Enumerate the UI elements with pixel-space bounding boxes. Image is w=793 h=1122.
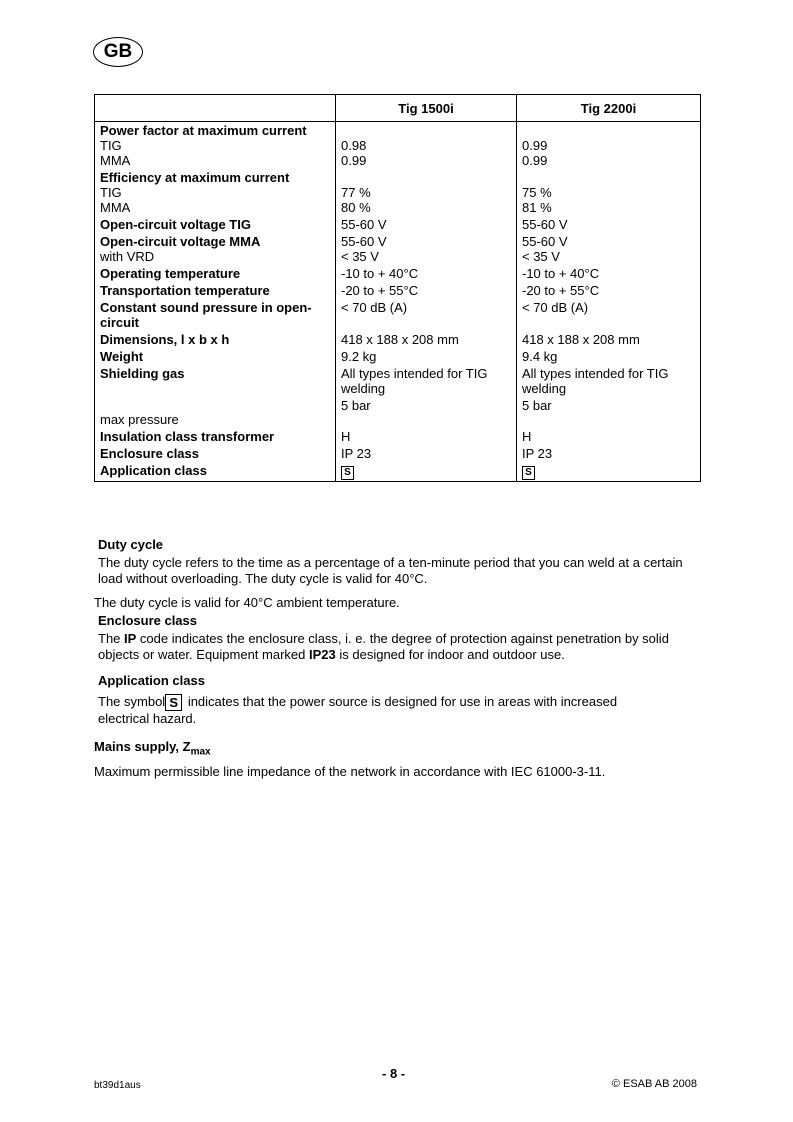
value-tig1500i <box>336 365 517 397</box>
cell-value: 418 x 188 x 208 mm <box>522 332 640 347</box>
value-tig1500i <box>336 169 517 216</box>
table-row <box>95 299 701 331</box>
duty-cycle-text: The duty cycle refers to the time as a percentage of a ten-minute period that you can weld at a certain load without overloading. The duty cycle is valid for 40°C. <box>98 555 683 586</box>
value-tig2200i <box>517 233 701 265</box>
value-tig2200i <box>517 348 701 365</box>
duty-cycle-note <box>94 595 694 611</box>
value-tig2200i <box>517 216 701 233</box>
value-tig2200i <box>517 122 701 170</box>
value-tig1500i <box>336 233 517 265</box>
value-tig2200i <box>517 331 701 348</box>
table-row <box>95 265 701 282</box>
value-tig2200i <box>517 365 701 397</box>
cell-value: 0.98 0.99 <box>341 138 367 168</box>
value-tig1500i <box>336 299 517 331</box>
cell-value: 55-60 V <box>522 217 568 232</box>
row-label <box>95 348 336 365</box>
cell-value: 5 bar <box>341 398 371 413</box>
row-label-title: Application class <box>100 463 207 478</box>
cell-value: H <box>341 429 351 444</box>
cell-value: 9.2 kg <box>341 349 377 364</box>
cell-value: -20 to + 55°C <box>522 283 600 298</box>
row-label <box>95 216 336 233</box>
enclosure-text: The IP code indicates the enclosure class, i. e. the degree of protection against penetration by solid objects or water. Equipment marked IP23 is designed for indoor and outdoor use. <box>98 631 669 662</box>
application-section <box>98 673 698 727</box>
cell-value: -10 to + 40°C <box>341 266 419 281</box>
row-label <box>95 282 336 299</box>
cell-value: < 70 dB (A) <box>522 300 589 315</box>
row-label-sub: max pressure <box>100 412 179 427</box>
row-label-title: Open-circuit voltage TIG <box>100 217 251 232</box>
value-tig2200i <box>517 397 701 428</box>
row-label <box>95 445 336 462</box>
cell-value: IP 23 <box>522 446 553 461</box>
cell-value: -10 to + 40°C <box>522 266 600 281</box>
cell-value: 9.4 kg <box>522 349 558 364</box>
row-label <box>95 397 336 428</box>
value-tig2200i <box>517 428 701 445</box>
copyright: © ESAB AB 2008 <box>611 1078 697 1090</box>
row-label-sub: with VRD <box>100 249 155 264</box>
enclosure-heading: Enclosure class <box>98 613 197 628</box>
doc-code: bt39d1aus <box>94 1080 141 1091</box>
hazard-s-icon: S <box>165 694 182 711</box>
value-tig2200i <box>517 265 701 282</box>
application-class-s-icon: S <box>522 466 535 480</box>
row-label <box>95 428 336 445</box>
mains-heading: Mains supply, $Z_{max}$ <box>94 739 211 758</box>
cell-value: 0.99 0.99 <box>522 138 548 168</box>
country-badge: GB <box>93 37 143 67</box>
table-row <box>95 348 701 365</box>
duty-cycle-note-text: The duty cycle is valid for 40°C ambient temperature. <box>94 595 400 610</box>
page-number: - 8 - <box>382 1066 406 1081</box>
value-tig1500i <box>336 348 517 365</box>
table-row <box>95 216 701 233</box>
row-label-title: Efficiency at maximum current <box>100 170 290 185</box>
table-row <box>95 282 701 299</box>
cell-value: -20 to + 55°C <box>341 283 419 298</box>
row-label <box>95 265 336 282</box>
row-label-title: Constant sound pressure in open-circuit <box>100 300 312 330</box>
cell-value: 55-60 V < 35 V <box>522 234 568 264</box>
value-tig1500i <box>336 397 517 428</box>
cell-value: 5 bar <box>522 398 552 413</box>
application-text: The symbol S indicates that the power source is designed for use in areas with increased electrical hazard. <box>98 694 618 726</box>
row-label-sub: TIG MMA <box>100 185 131 215</box>
value-tig1500i <box>336 216 517 233</box>
application-class-s-icon: S <box>341 466 354 480</box>
table-row <box>95 233 701 265</box>
header-tig1500i: Tig 1500i <box>336 95 517 122</box>
row-label <box>95 122 336 170</box>
mains-section <box>94 739 694 780</box>
table-header-row <box>95 95 701 122</box>
duty-cycle-heading: Duty cycle <box>98 537 164 552</box>
row-label <box>95 331 336 348</box>
cell-value: 418 x 188 x 208 mm <box>341 332 459 347</box>
row-label-sub: TIG MMA <box>100 138 131 168</box>
row-label-title: Insulation class transformer <box>100 429 275 444</box>
cell-value: IP 23 <box>341 446 372 461</box>
cell-value: 77 % 80 % <box>341 185 371 215</box>
value-tig2200i <box>517 169 701 216</box>
header-tig2200i: Tig 2200i <box>517 95 701 122</box>
row-label-title: Enclosure class <box>100 446 199 461</box>
value-tig1500i <box>336 331 517 348</box>
value-tig2200i <box>517 299 701 331</box>
value-tig1500i <box>336 122 517 170</box>
cell-value: 75 % 81 % <box>522 185 552 215</box>
row-label-title: Open-circuit voltage MMA <box>100 234 261 249</box>
enclosure-section <box>98 613 698 663</box>
row-label-title: Shielding gas <box>100 366 185 381</box>
cell-value: < 70 dB (A) <box>341 300 408 315</box>
cell-value: 55-60 V <box>341 217 387 232</box>
cell-value: 55-60 V < 35 V <box>341 234 387 264</box>
value-tig2200i <box>517 445 701 462</box>
row-label <box>95 365 336 397</box>
value-tig1500i <box>336 462 517 482</box>
table-row <box>95 462 701 482</box>
row-label <box>95 299 336 331</box>
application-heading: Application class <box>98 673 205 688</box>
table-row <box>95 445 701 462</box>
header-empty <box>95 95 336 122</box>
value-tig1500i <box>336 282 517 299</box>
table-row <box>95 428 701 445</box>
mains-text: Maximum permissible line impedance of the network in accordance with IEC 61000-3-11. <box>94 763 606 779</box>
row-label-title: Operating temperature <box>100 266 241 281</box>
value-tig1500i <box>336 265 517 282</box>
value-tig1500i <box>336 428 517 445</box>
row-label-title: Transportation temperature <box>100 283 270 298</box>
value-tig1500i <box>336 445 517 462</box>
value-tig2200i <box>517 462 701 482</box>
row-label <box>95 233 336 265</box>
row-label <box>95 169 336 216</box>
cell-value: All types intended for TIG welding <box>522 366 669 396</box>
table-row <box>95 365 701 397</box>
cell-value: All types intended for TIG welding <box>341 366 488 396</box>
table-row <box>95 169 701 216</box>
spec-table <box>94 94 701 482</box>
row-label-title: Power factor at maximum current <box>100 123 307 138</box>
row-label-title: Weight <box>100 349 144 364</box>
table-row <box>95 397 701 428</box>
duty-cycle-section <box>98 537 698 587</box>
table-row <box>95 331 701 348</box>
row-label-title: Dimensions, l x b x h <box>100 332 230 347</box>
value-tig2200i <box>517 282 701 299</box>
table-row <box>95 122 701 170</box>
row-label <box>95 462 336 482</box>
cell-value: H <box>522 429 532 444</box>
